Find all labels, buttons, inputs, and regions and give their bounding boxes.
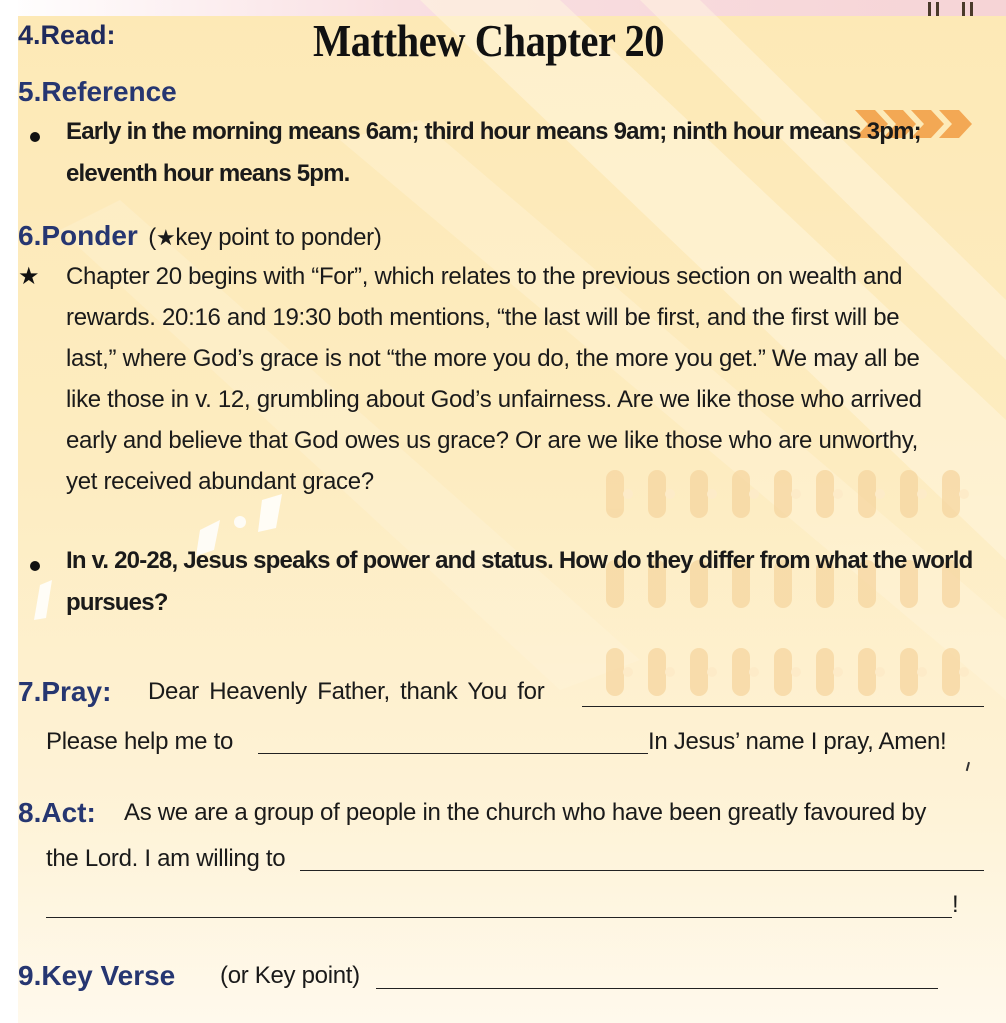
ponder-paragraph-line1: Chapter 20 begins with “For”, which relates to the previous section on wealth and (66, 263, 903, 290)
pray-line1: Dear Heavenly Father, thank You for (148, 678, 545, 705)
act-willing-blank[interactable] (300, 870, 984, 871)
star-icon: ★ (18, 262, 40, 290)
act-heading: 8.Act: (18, 797, 96, 828)
reference-text-line1: Early in the morning means 6am; third hour means 9am; ninth hour means 3pm; (66, 118, 921, 145)
pray-heading: 7.Pray: (18, 676, 112, 707)
ponder-question-line1: In v. 20-28, Jesus speaks of power and status. How do they differ from what the world (66, 547, 973, 574)
act-continued-blank[interactable] (46, 917, 952, 918)
pray-line2-end: In Jesus’ name I pray, Amen! (648, 728, 947, 755)
star-icon: ★ (155, 226, 176, 251)
reference-bullet (30, 132, 40, 142)
page-title: Matthew Chapter 20 (313, 15, 665, 66)
ponder-paragraph-line5: early and believe that God owes us grace? Or are we like those who are unworthy, (66, 427, 919, 454)
act-line3-end: ! (952, 891, 959, 918)
ponder-heading-row (18, 220, 382, 252)
reference-text-line2: eleventh hour means 5pm. (66, 160, 350, 187)
ponder-question-line2: pursues? (66, 589, 168, 616)
ponder-bullet (30, 561, 40, 571)
ponder-heading: 6.Ponder (18, 220, 138, 251)
ponder-note: key point to ponder) (175, 224, 382, 251)
ponder-paragraph-line2: rewards. 20:16 and 19:30 both mentions, “the last will be first, and the first will be (66, 304, 900, 331)
ponder-paragraph-line6: yet received abundant grace? (66, 468, 374, 495)
ponder-paragraph-line4: like those in v. 12, grumbling about God’s unfairness. Are we like those who arrived (66, 386, 922, 413)
pray-help-blank[interactable] (258, 753, 648, 754)
pray-thanks-blank[interactable] (582, 706, 984, 707)
act-line1: As we are a group of people in the church who have been greatly favoured by (124, 799, 927, 826)
pray-line2-start: Please help me to (46, 728, 234, 755)
act-line2: the Lord. I am willing to (46, 845, 286, 872)
left-margin (0, 0, 18, 1023)
read-label: 4.Read: (18, 20, 116, 50)
key-verse-blank[interactable] (376, 988, 938, 989)
ponder-paragraph-line3: last,” where God’s grace is not “the more you do, the more you get.” We may all be (66, 345, 920, 372)
key-verse-note: (or Key point) (220, 962, 360, 989)
key-verse-heading: 9.Key Verse (18, 960, 176, 991)
ponder-note-open: ( (148, 224, 156, 251)
reference-heading: 5.Reference (18, 76, 177, 107)
